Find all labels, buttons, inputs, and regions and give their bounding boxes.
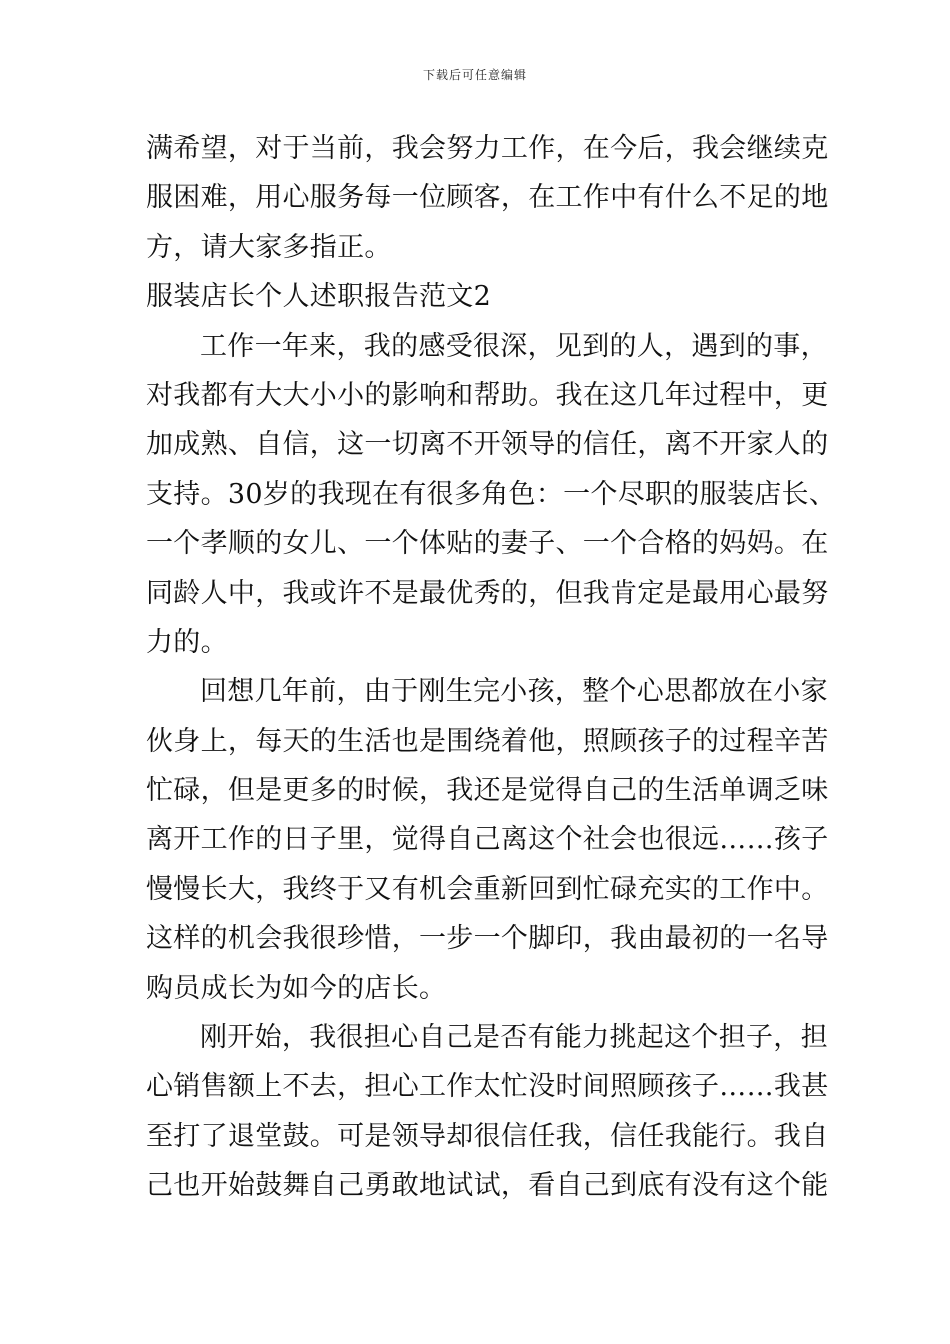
text-line: 离开工作的日子里，觉得自己离这个社会也很远……孩子 xyxy=(146,824,829,856)
text-line: 满希望，对于当前，我会努力工作，在今后，我会继续克 xyxy=(146,133,829,164)
page-header-note: 下载后可任意编辑 xyxy=(422,68,527,82)
text-line: 慢慢长大，我终于又有机会重新回到忙碌充实的工作中。 xyxy=(146,873,829,905)
text-line: 这样的机会我很珍惜，一步一个脚印，我由最初的一名导 xyxy=(146,923,829,955)
text-line: 至打了退堂鼓。可是领导却很信任我，信任我能行。我自 xyxy=(146,1120,829,1152)
text-line: 一个孝顺的女儿、一个体贴的妻子、一个合格的妈妈。在 xyxy=(146,528,829,560)
text-line: 心销售额上不去，担心工作太忙没时间照顾孩子……我甚 xyxy=(146,1071,829,1103)
text-line: 力的。 xyxy=(146,626,228,658)
text-line: 购员成长为如今的店长。 xyxy=(146,972,447,1004)
document-body xyxy=(146,124,837,1211)
paragraph-first-line: 刚开始，我很担心自己是否有能力挑起这个担子，担 xyxy=(200,1022,828,1054)
text-line: 忙碌，但是更多的时候，我还是觉得自己的生活单调乏味 xyxy=(146,775,829,807)
section-heading: 服装店长个人述职报告范文2 xyxy=(146,281,492,313)
text-line: 己也开始鼓舞自己勇敢地试试，看自己到底有没有这个能 xyxy=(146,1170,829,1202)
text-line: 伙身上，每天的生活也是围绕着他，照顾孩子的过程辛苦 xyxy=(146,725,829,757)
text-line: 方，请大家多指正。 xyxy=(146,231,392,263)
text-line: 支持。30岁的我现在有很多角色：一个尽职的服装店长、 xyxy=(146,478,837,510)
text-line: 加成熟、自信，这一切离不开领导的信任，离不开家人的 xyxy=(146,429,829,461)
text-line: 服困难，用心服务每一位顾客，在工作中有什么不足的地 xyxy=(146,182,829,214)
paragraph-first-line: 回想几年前，由于刚生完小孩，整个心思都放在小家 xyxy=(200,676,828,708)
paragraph-first-line: 工作一年来，我的感受很深，见到的人，遇到的事， xyxy=(200,330,828,362)
text-line: 同龄人中，我或许不是最优秀的，但我肯定是最用心最努 xyxy=(146,577,829,609)
text-line: 对我都有大大小小的影响和帮助。我在这几年过程中，更 xyxy=(146,379,829,411)
